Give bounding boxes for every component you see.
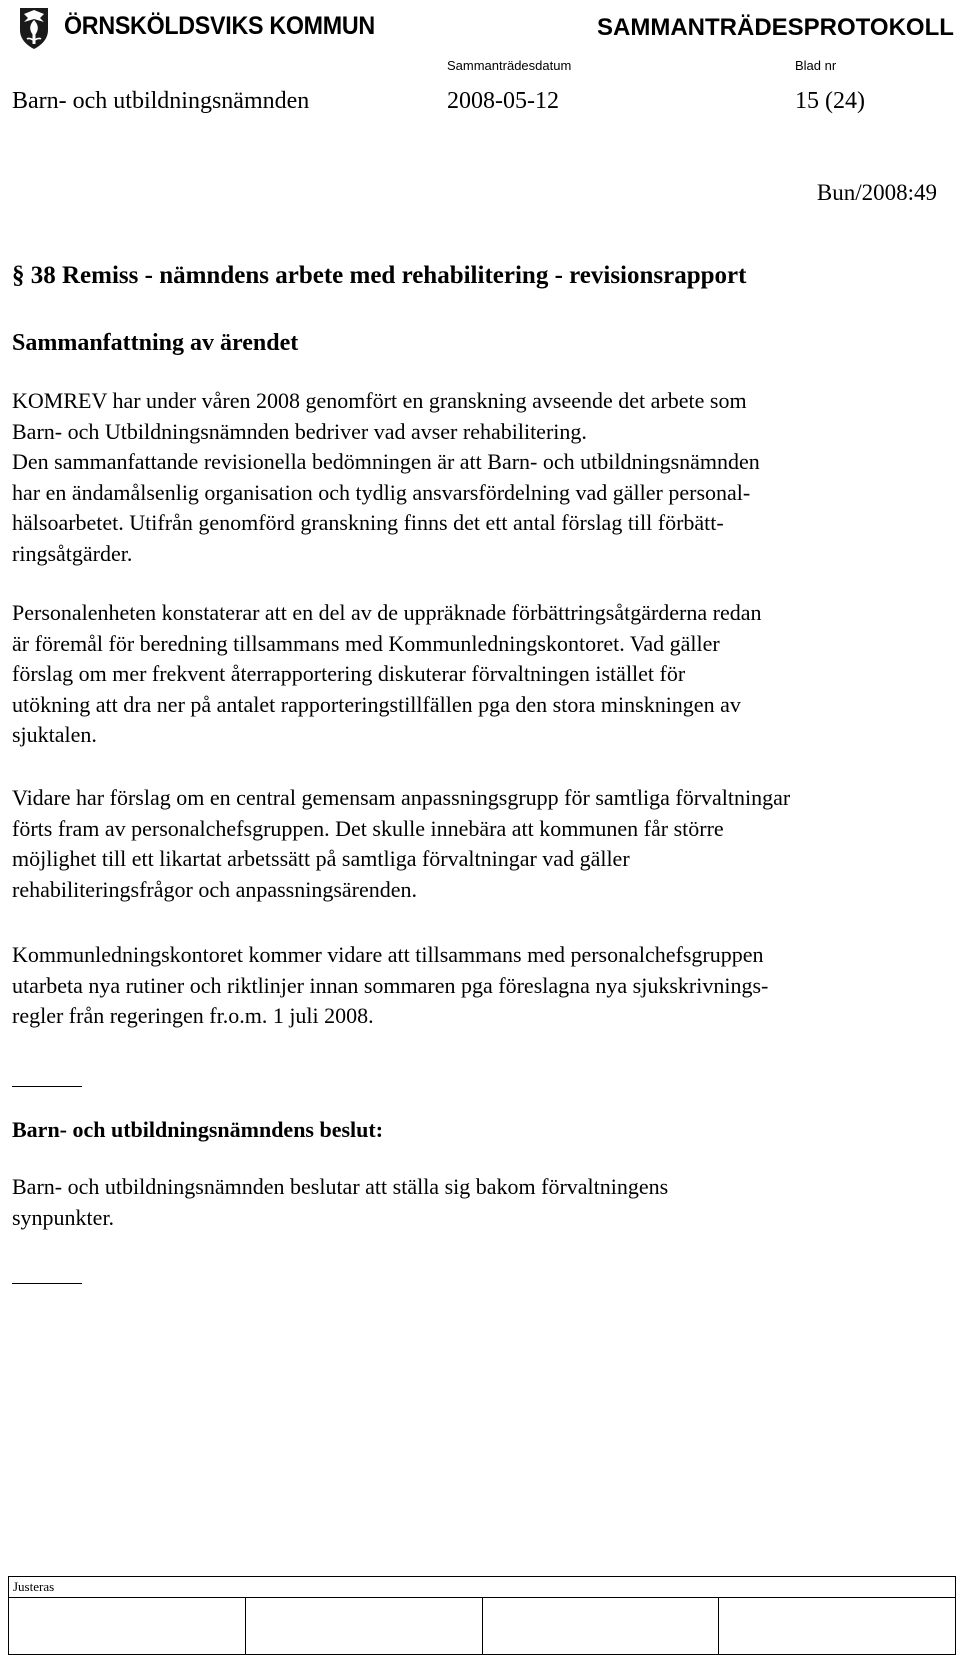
committee-name: Barn- och utbildningsnämnden — [12, 88, 310, 114]
signature-cell — [719, 1598, 956, 1655]
meeting-date: 2008-05-12 — [447, 88, 559, 114]
signature-cell — [9, 1598, 246, 1655]
text-line: sjuktalen. — [12, 722, 97, 748]
case-reference: Bun/2008:49 — [816, 180, 937, 205]
meeting-date-label: Sammanträdesdatum — [447, 58, 572, 73]
text-line: är föremål för beredning tillsammans med Kommunledningskontoret. Vad gäller — [12, 630, 720, 656]
document-type: SAMMANTRÄDESPROTOKOLL — [597, 14, 954, 41]
municipal-crest-icon — [18, 6, 50, 50]
text-line: KOMREV har under våren 2008 genomfört en granskning avseende det arbete som — [12, 388, 747, 413]
page-number-label: Blad nr — [795, 58, 837, 73]
text-line: ringsåtgärder. — [12, 540, 133, 566]
summary-paragraph-4 — [12, 940, 947, 1032]
signature-table — [8, 1576, 956, 1655]
decision-heading: Barn- och utbildningsnämndens beslut: — [12, 1117, 384, 1142]
signature-label: Justeras — [9, 1577, 956, 1598]
text-line: förts fram av personalchefsgruppen. Det skulle innebära att kommunen får större — [12, 815, 724, 841]
summary-paragraph-3 — [12, 783, 947, 905]
text-line: förslag om mer frekvent återrapportering diskuterar förvaltningen istället för — [12, 661, 686, 687]
summary-paragraph-1 — [12, 386, 947, 570]
separator-rule — [12, 1283, 82, 1284]
text-line: Personalenheten konstaterar att en del av de uppräknade förbättringsåtgärderna redan — [12, 600, 762, 625]
text-line: Barn- och Utbildningsnämnden bedriver vad avser rehabilitering. — [12, 418, 587, 444]
signature-cell — [245, 1598, 482, 1655]
text-line: rehabiliteringsfrågor och anpassningsärenden. — [12, 876, 418, 902]
decision-text — [12, 1172, 947, 1233]
text-line: utökning att dra ner på antalet rapporteringstillfällen pga den stora minskningen av — [12, 691, 741, 717]
text-line: utarbeta nya rutiner och riktlinjer innan sommaren pga föreslagna nya sjukskrivnings- — [12, 972, 769, 998]
text-line: synpunkter. — [12, 1204, 115, 1230]
summary-heading: Sammanfattning av ärendet — [12, 330, 299, 356]
page-number: 15 (24) — [795, 88, 865, 114]
municipality-logo-text: ÖRNSKÖLDSVIKS KOMMUN — [64, 12, 375, 40]
text-line: Kommunledningskontoret kommer vidare att tillsammans med personalchefsgruppen — [12, 942, 764, 967]
text-line: hälsoarbetet. Utifrån genomförd granskning finns det ett antal förslag till förbätt- — [12, 510, 724, 536]
summary-paragraph-2 — [12, 598, 947, 751]
signature-cell — [482, 1598, 719, 1655]
text-line: Vidare har förslag om en central gemensam anpassningsgrupp för samtliga förvaltningar — [12, 785, 791, 810]
text-line: möjlighet till ett likartat arbetssätt på samtliga förvaltningar vad gäller — [12, 846, 630, 872]
text-line: Barn- och utbildningsnämnden beslutar att ställa sig bakom förvaltningens — [12, 1174, 669, 1199]
section-title: § 38 Remiss - nämndens arbete med rehabilitering - revisionsrapport — [12, 262, 747, 289]
text-line: har en ändamålsenlig organisation och tydlig ansvarsfördelning vad gäller personal- — [12, 479, 751, 505]
separator-rule — [12, 1086, 82, 1087]
text-line: Den sammanfattande revisionella bedömningen är att Barn- och utbildningsnämnden — [12, 449, 760, 475]
text-line: regler från regeringen fr.o.m. 1 juli 2008. — [12, 1003, 374, 1029]
